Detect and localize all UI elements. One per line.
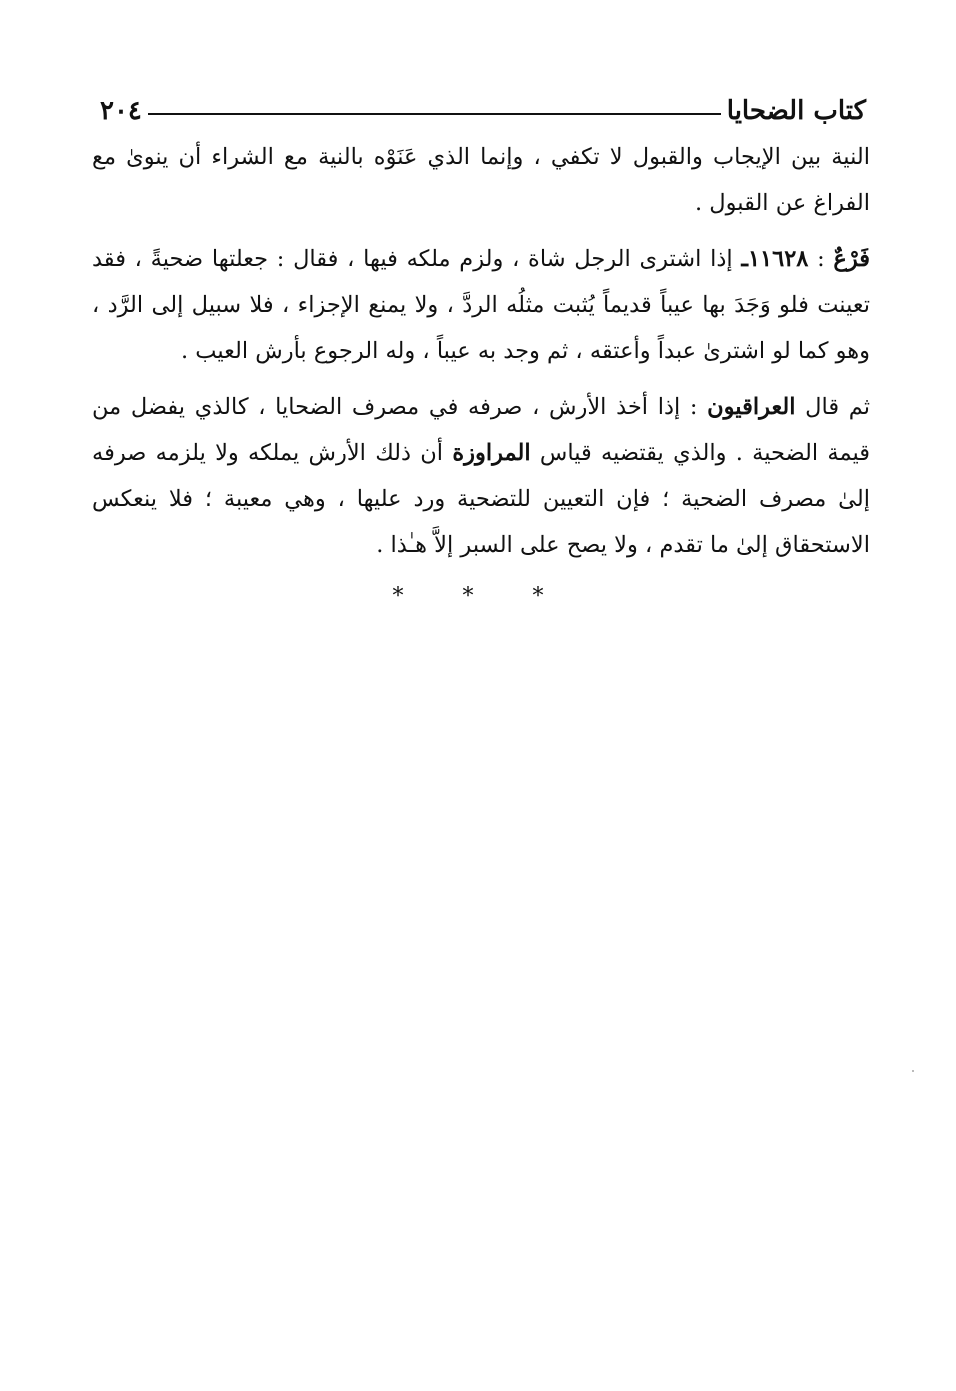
- highlight-marawiza: المراوزة: [452, 440, 531, 466]
- paragraph-2-text: إذا اشترى الرجل شاة ، ولزم ملكه فيها ، فقال : جعلتها ضحيةً ، فقد تعينت فلو وَجَدَ بها عيباً قديماً يُثبت مثلُه الردَّ ، ولا يمنع الإجزاء ، فلا سبيل إلى الرَّد ، وهو كما لو اشترىٰ عبداً وأعتقه ، ثم وجد به عيباً ، وله الرجوع بأرش العيب .: [92, 246, 870, 364]
- document-page: [92, 86, 870, 609]
- label-separator: :: [808, 246, 834, 272]
- highlight-iraqiyyun: العراقيون: [707, 394, 796, 420]
- entry-number: ١١٦٢٨ـ: [741, 246, 809, 272]
- paragraph-3-part-a: ثم قال: [795, 394, 870, 420]
- paragraph-2: [92, 236, 870, 374]
- section-separator: * * *: [392, 584, 570, 609]
- scan-speck: [912, 1070, 914, 1072]
- paragraph-3: [92, 384, 870, 568]
- paragraph-3-part-b: : إذا أخذ الأرش ، صرفه في مصرف الضحايا ، كالذي يفضل من قيمة الضحية . والذي يقتضيه قياس: [92, 394, 871, 466]
- page-number: ٢٠٤: [100, 96, 142, 126]
- paragraph-3-part-c: أن ذلك الأرش يملكه ولا يلزمه صرفه إلىٰ مصرف الضحية ؛ فإن التعيين للتضحية ورد عليها ، وهي معيبة ؛ فلا ينعكس الاستحقاق إلىٰ ما تقدم ، ولا يصح على السبر إلاَّ هـٰذا .: [92, 440, 870, 558]
- body-text: [92, 134, 870, 568]
- paragraph-1: [92, 134, 870, 226]
- running-header: [92, 86, 870, 126]
- section-label: فَرْعٌ: [833, 246, 870, 272]
- paragraph-1-text: النية بين الإيجاب والقبول لا تكفي ، وإنما الذي عَنَوْه بالنية مع الشراء أن ينوىٰ مع الفراغ عن القبول .: [92, 144, 870, 216]
- header-rule: [148, 113, 721, 115]
- book-title: كتاب الضحايا: [726, 96, 866, 126]
